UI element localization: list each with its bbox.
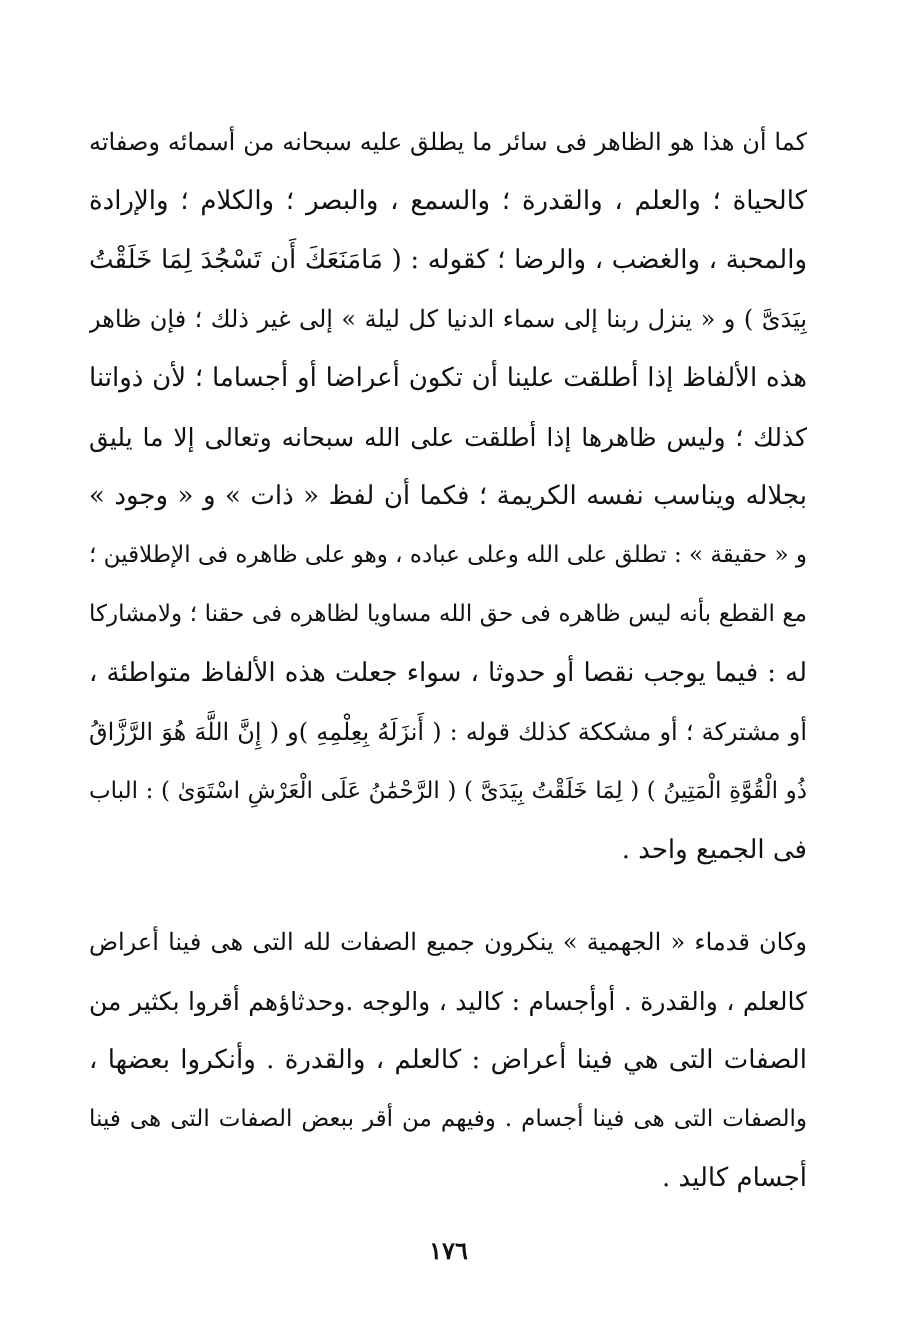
text-line: هذه الألفاظ إذا أطلقت علينا أن تكون أعراضا أو أجساما ؛ لأن ذواتنا — [89, 363, 807, 393]
text-line: كالحياة ؛ والعلم ، والقدرة ؛ والسمع ، والبصر ؛ والكلام ؛ والإرادة — [89, 186, 807, 216]
text-line: أو مشتركة ؛ أو مشككة كذلك قوله : ( أَنزَلَهُ بِعِلْمِهِ )و ( إِنَّ اللَّهَ هُوَ الرَّزَّاقُ — [89, 718, 807, 746]
text-line: بِيَدَىَّ ) و « ينزل ربنا إلى سماء الدنيا كل ليلة » إلى غير ذلك ؛ فإن ظاهر — [89, 305, 807, 333]
text-line: و « حقيقة » : تطلق على الله وعلى عباده ، وهو على ظاهره فى الإطلاقين ؛ — [89, 542, 807, 568]
text-line: بجلاله ويناسب نفسه الكريمة ؛ فكما أن لفظ « ذات » و « وجود » — [89, 481, 807, 511]
text-line: أجسام كاليد . — [661, 1163, 807, 1193]
text-line: والمحبة ، والغضب ، والرضا ؛ كقوله : ( مَامَنَعَكَ أَن تَسْجُدَ لِمَا خَلَقْتُ — [89, 245, 807, 275]
text-line: وكان قدماء « الجهمية » ينكرون جميع الصفات لله التى هى فينا أعراض — [89, 928, 807, 956]
text-line: كالعلم ، والقدرة . أوأجسام : كاليد ، والوجه .وحدثاؤهم أقروا بكثير من — [89, 987, 807, 1016]
text-line: كما أن هذا هو الظاهر فى سائر ما يطلق عليه سبحانه من أسمائه وصفاته — [89, 128, 807, 156]
text-line: ذُو الْقُوَّةِ الْمَتِينُ ) ( لِمَا خَلَقْتُ بِيَدَىَّ ) ( الرَّحْمَٰنُ عَلَى الْعَرْشِ اسْتَوَىٰ ) : الباب — [89, 778, 807, 804]
paragraph-1 — [89, 113, 807, 880]
text-line: له : فيما يوجب نقصا أو حدوثا ، سواء جعلت هذه الألفاظ متواطئة ، — [89, 658, 807, 688]
text-line: والصفات التى هى فينا أجسام . وفيهم من أقر ببعض الصفات التى هى فينا — [89, 1106, 807, 1132]
page-number: ١٧٦ — [429, 1236, 468, 1265]
text-line: الصفات التى هي فينا أعراض : كالعلم ، والقدرة . وأنكروا بعضها ، — [89, 1045, 807, 1075]
text-line: كذلك ؛ وليس ظاهرها إذا أطلقت على الله سبحانه وتعالى إلا ما يليق — [89, 423, 807, 452]
text-line: فى الجميع واحد . — [621, 835, 807, 865]
text-line: مع القطع بأنه ليس ظاهره فى حق الله مساويا لظاهره فى حقنا ؛ ولامشاركا — [89, 601, 807, 627]
paragraph-2 — [89, 913, 807, 1208]
